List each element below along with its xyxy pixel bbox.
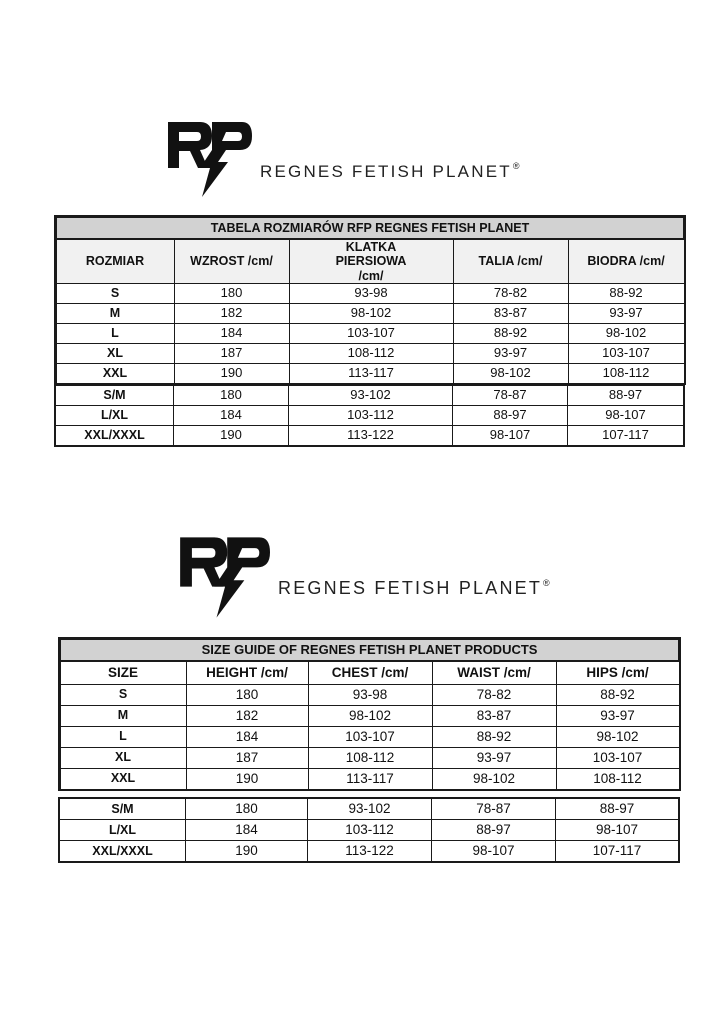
size-table-polish	[55, 216, 685, 384]
cell: 113-122	[308, 841, 432, 862]
table-row	[60, 820, 679, 841]
cell: 98-107	[556, 820, 679, 841]
cell: 184	[174, 406, 289, 426]
size-table-polish-combined	[55, 385, 684, 446]
table-row	[60, 768, 679, 789]
size-cell: S/M	[56, 386, 174, 406]
col-header: SIZE	[60, 661, 186, 684]
table-row	[60, 705, 679, 726]
cell: 83-87	[453, 304, 568, 324]
cell: 103-107	[568, 344, 684, 364]
cell: 93-97	[556, 705, 679, 726]
cell: 93-98	[289, 284, 453, 304]
cell: 182	[186, 705, 308, 726]
cell: 103-112	[308, 820, 432, 841]
rfp-monogram-icon	[166, 120, 252, 198]
size-cell: S	[60, 684, 186, 705]
cell: 88-97	[453, 406, 568, 426]
size-cell: XXL	[56, 364, 174, 384]
cell: 108-112	[308, 747, 432, 768]
cell: 107-117	[568, 426, 684, 446]
table-row	[60, 747, 679, 768]
cell: 107-117	[556, 841, 679, 862]
size-cell: S/M	[60, 799, 186, 820]
brand-name: REGNES FETISH PLANET®	[278, 578, 550, 598]
size-cell: L/XL	[60, 820, 186, 841]
cell: 83-87	[432, 705, 556, 726]
cell: 190	[174, 364, 289, 384]
table-row	[56, 304, 684, 324]
size-cell: XL	[60, 747, 186, 768]
brand-logo	[166, 120, 519, 198]
cell: 98-102	[432, 768, 556, 789]
table-row	[56, 426, 684, 446]
col-header: BIODRA /cm/	[568, 239, 684, 284]
size-cell: XXL/XXXL	[60, 841, 186, 862]
cell: 180	[174, 284, 289, 304]
cell: 108-112	[568, 364, 684, 384]
brand-name: REGNES FETISH PLANET®	[260, 161, 520, 181]
cell: 108-112	[556, 768, 679, 789]
cell: 88-97	[556, 799, 679, 820]
size-cell: L/XL	[56, 406, 174, 426]
table-row	[56, 386, 684, 406]
cell: 113-117	[308, 768, 432, 789]
cell: 180	[174, 386, 289, 406]
table-row	[56, 406, 684, 426]
cell: 103-107	[308, 726, 432, 747]
table-row	[56, 324, 684, 344]
cell: 103-107	[556, 747, 679, 768]
cell: 184	[186, 820, 308, 841]
cell: 184	[174, 324, 289, 344]
cell: 103-112	[289, 406, 453, 426]
size-cell: S	[56, 284, 174, 304]
cell: 93-97	[453, 344, 568, 364]
cell: 88-92	[556, 684, 679, 705]
cell: 93-98	[308, 684, 432, 705]
cell: 78-82	[432, 684, 556, 705]
size-cell: L	[56, 324, 174, 344]
cell: 88-92	[432, 726, 556, 747]
cell: 103-107	[289, 324, 453, 344]
table-title: SIZE GUIDE OF REGNES FETISH PLANET PRODUCTS	[60, 639, 679, 661]
cell: 78-87	[432, 799, 556, 820]
col-header: KLATKA PIERSIOWA /cm/	[289, 239, 453, 284]
cell: 98-102	[289, 304, 453, 324]
col-header: CHEST /cm/	[308, 661, 432, 684]
cell: 113-117	[289, 364, 453, 384]
table-row	[60, 684, 679, 705]
col-header: HEIGHT /cm/	[186, 661, 308, 684]
cell: 113-122	[289, 426, 453, 446]
size-cell: L	[60, 726, 186, 747]
cell: 78-87	[453, 386, 568, 406]
size-table-english-combined	[59, 798, 679, 862]
cell: 98-102	[308, 705, 432, 726]
cell: 180	[186, 684, 308, 705]
col-header: HIPS /cm/	[556, 661, 679, 684]
cell: 190	[186, 841, 308, 862]
cell: 78-82	[453, 284, 568, 304]
table-row	[56, 344, 684, 364]
size-cell: M	[56, 304, 174, 324]
table-row	[56, 284, 684, 304]
table-row	[60, 841, 679, 862]
table-row	[56, 364, 684, 384]
cell: 98-102	[453, 364, 568, 384]
brand-logo	[178, 535, 550, 619]
cell: 98-107	[453, 426, 568, 446]
cell: 93-102	[289, 386, 453, 406]
table-title: TABELA ROZMIARÓW RFP REGNES FETISH PLANET	[56, 217, 684, 239]
col-header: WAIST /cm/	[432, 661, 556, 684]
table-row	[60, 726, 679, 747]
table-row	[60, 799, 679, 820]
size-cell: M	[60, 705, 186, 726]
cell: 190	[174, 426, 289, 446]
size-cell: XL	[56, 344, 174, 364]
cell: 93-97	[568, 304, 684, 324]
cell: 98-107	[432, 841, 556, 862]
cell: 190	[186, 768, 308, 789]
col-header: ROZMIAR	[56, 239, 174, 284]
cell: 180	[186, 799, 308, 820]
cell: 108-112	[289, 344, 453, 364]
cell: 98-107	[568, 406, 684, 426]
cell: 88-92	[568, 284, 684, 304]
cell: 187	[174, 344, 289, 364]
cell: 88-97	[568, 386, 684, 406]
cell: 93-102	[308, 799, 432, 820]
size-cell: XXL/XXXL	[56, 426, 174, 446]
rfp-monogram-icon	[178, 535, 270, 619]
cell: 98-102	[568, 324, 684, 344]
cell: 182	[174, 304, 289, 324]
cell: 98-102	[556, 726, 679, 747]
col-header: WZROST /cm/	[174, 239, 289, 284]
cell: 184	[186, 726, 308, 747]
cell: 93-97	[432, 747, 556, 768]
col-header: TALIA /cm/	[453, 239, 568, 284]
size-cell: XXL	[60, 768, 186, 789]
cell: 88-92	[453, 324, 568, 344]
size-table-english	[59, 638, 680, 790]
cell: 187	[186, 747, 308, 768]
cell: 88-97	[432, 820, 556, 841]
